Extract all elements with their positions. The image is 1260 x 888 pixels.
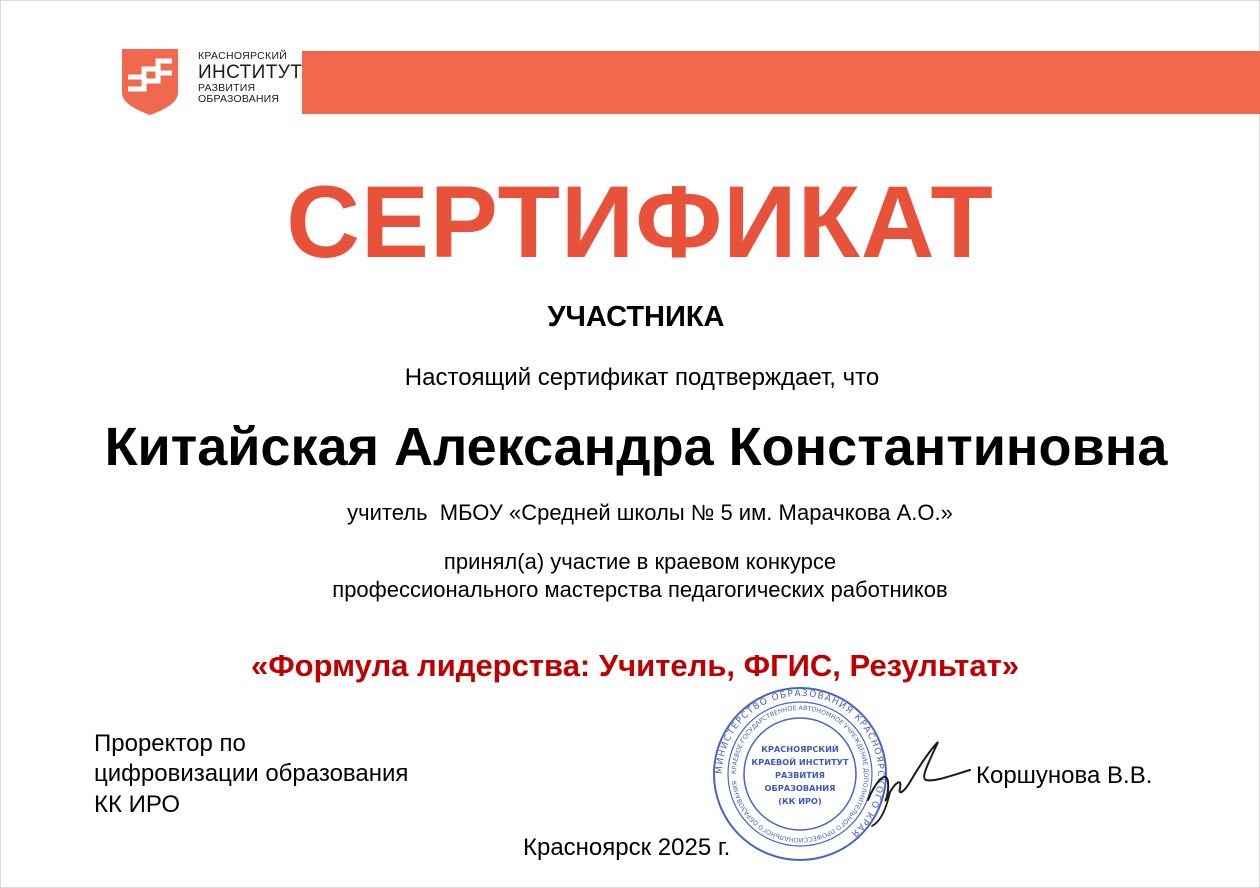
logo-line-3: РАЗВИТИЯ — [198, 81, 256, 94]
signer-name: Коршунова В.В. — [976, 762, 1153, 789]
handwritten-signature — [860, 730, 975, 830]
signer-title-line-3: КК ИРО — [94, 790, 181, 818]
stamp-center-line-5: (КК ИРО) — [778, 796, 822, 806]
signer-title-line-2: цифровизации образования — [94, 760, 409, 788]
participation-line-2: профессионального мастерства педагогических работников — [332, 576, 948, 602]
logo-line-4: ОБРАЗОВАНИЯ — [198, 93, 280, 105]
participation-text — [10, 548, 1260, 603]
logo-line-2: ИНСТИТУТ — [198, 61, 303, 83]
institute-logo-text — [198, 51, 302, 105]
stamp-inner-text: КРАЕВОЕ ГОСУДАРСТВЕННОЕ АВТОНОМНОЕ УЧРЕЖДЕНИЕ ДОПОЛНИТЕЛЬНОГО ПРОФЕССИОНАЛЬНОГО ОБРАЗОВАНИЯ — [730, 704, 870, 844]
contest-name: «Формула лидерства: Учитель, ФГИС, Результат» — [250, 648, 1020, 683]
logo-line-1: КРАСНОЯРСКИЙ — [198, 50, 288, 62]
certificate-subtitle: УЧАСТНИКА — [547, 301, 725, 333]
city-year: Красноярск 2025 г. — [523, 834, 731, 861]
stamp-center-line-4: ОБРАЗОВАНИЯ — [764, 783, 836, 793]
stamp-center-line-2: КРАЕВОЙ ИНСТИТУТ — [751, 757, 849, 767]
stamp-center-line-1: КРАСНОЯРСКИЙ — [761, 744, 839, 754]
institute-logo-icon — [122, 49, 178, 115]
certificate-title: СЕРТИФИКАТ — [286, 165, 994, 279]
recipient-position: учитель МБОУ «Средней школы № 5 им. Марачкова А.О.» — [347, 500, 953, 525]
stamp-outer-text: МИНИСТЕРСТВО ОБРАЗОВАНИЯ КРАСНОЯРСКОГО КРАЯ — [714, 688, 886, 839]
confirmation-text: Настоящий сертификат подтверждает, что — [404, 364, 880, 391]
header-accent-bar — [302, 51, 1260, 114]
recipient-name: Китайская Александра Константиновна — [104, 417, 1168, 477]
participation-line-1: принял(а) участие в краевом конкурсе — [443, 549, 837, 574]
stamp-center-line-3: РАЗВИТИЯ — [775, 770, 825, 780]
signer-title-line-1: Проректор по — [94, 730, 246, 757]
signer-title — [94, 729, 408, 820]
